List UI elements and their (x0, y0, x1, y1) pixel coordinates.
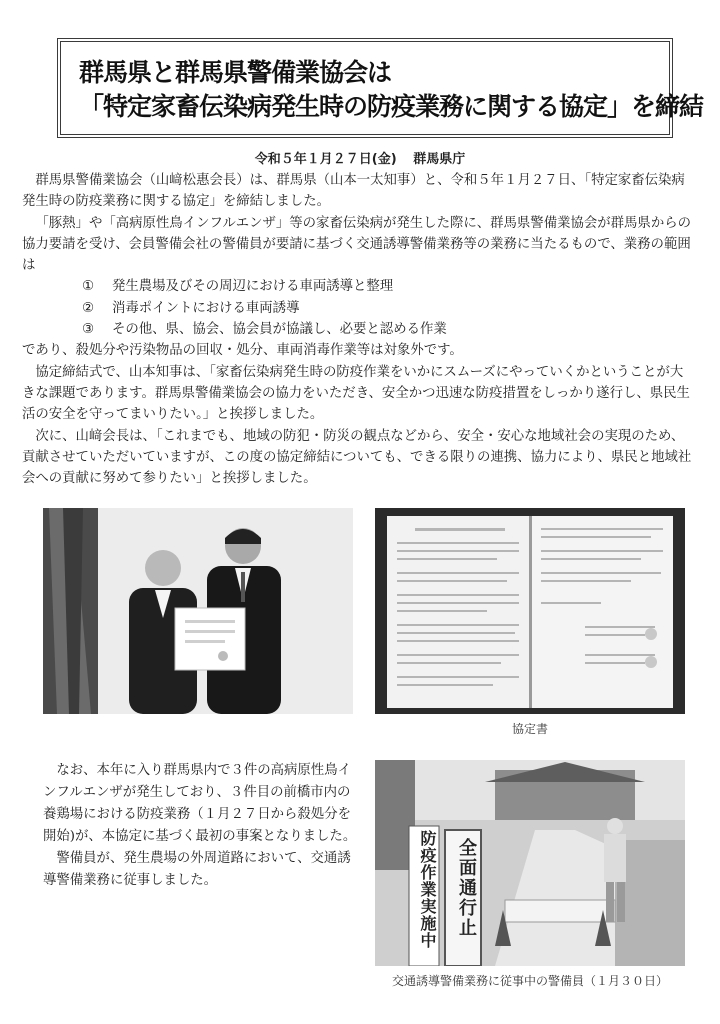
list-item: ① 発生農場及びその周辺における車両誘導と整理 (82, 279, 394, 295)
paragraph-3: であり、殺処分や汚染物品の回収・処分、車両消毒作業等は対象外です。 (22, 343, 463, 359)
list-item: ② 消毒ポイントにおける車両誘導 (82, 300, 300, 316)
quarantine-sign: 防疫作業実施中 (418, 830, 437, 949)
article-body (22, 170, 694, 489)
traffic-guard-photo (375, 760, 685, 966)
note-paragraph-2: 警備員が、発生農場の外周道路において、交通誘導警備業務に従事しました。 (43, 851, 351, 888)
event-place: 群馬県庁 (413, 152, 466, 167)
note-text (43, 760, 363, 892)
paragraph-4: 協定締結式で、山本知事は、「家畜伝染病発生時の防疫作業をいかにスムーズにやっていくかということが大きな課題であります。群馬県警備業協会の協力をいただき、安全かつ迅速な防疫措置をしっかり遂行し、県民生活の安全を守ってまいりたい。」と挨拶しました。 (22, 364, 690, 423)
paragraph-2: 「豚熱」や「高病原性鳥インフルエンザ」等の家畜伝染病が発生した際に、群馬県警備業協会が群馬県からの協力要請を受け、会員警備会社の警備員が要請に基づく交通誘導警備業務等の業務に当たるもので、業務の範囲は (22, 215, 691, 274)
note-paragraph-1: なお、本年に入り群馬県内で３件の高病原性鳥インフルエンザが発生しており、３件目の前橋市内の養鶏場における防疫業務（１月２７日から殺処分を開始)が、本協定に基づく最初の事案となりました。 (43, 763, 357, 844)
road-closed-sign: 全面通行止 (456, 838, 477, 938)
agreement-caption: 協定書 (511, 722, 548, 736)
title-box (57, 38, 704, 138)
paragraph-5: 次に、山﨑会長は、「これまでも、地域の防犯・防災の観点などから、安全・安心な地域社会の実現のため、貢献させていただいていますが、この度の協定締結についても、できる限りの連携、協力により、県民と地域社会への貢献に努めて参りたい」と挨拶しました。 (22, 428, 692, 487)
paragraph-1: 群馬県警備業協会（山﨑松惠会長）は、群馬県（山本一太知事）と、令和５年１月２７日、「特定家畜伝染病発生時の防疫業務に関する協定」を締結しました。 (22, 173, 685, 210)
event-date: 令和５年１月２７日(金) (254, 152, 397, 167)
scope-list (22, 276, 694, 340)
signing-ceremony-photo (43, 508, 353, 714)
headline-line-2: 「特定家畜伝染病発生時の防疫業務に関する協定」を締結 (79, 92, 704, 121)
headline-line-1: 群馬県と群馬県警備業協会は (79, 58, 392, 87)
agreement-document-photo (375, 508, 685, 714)
guards-caption: 交通誘導警備業務に従事中の警備員（１月３０日） (391, 974, 668, 988)
dateline (0, 148, 720, 167)
list-item: ③ その他、県、協会、協会員が協議し、必要と認める作業 (82, 322, 447, 338)
